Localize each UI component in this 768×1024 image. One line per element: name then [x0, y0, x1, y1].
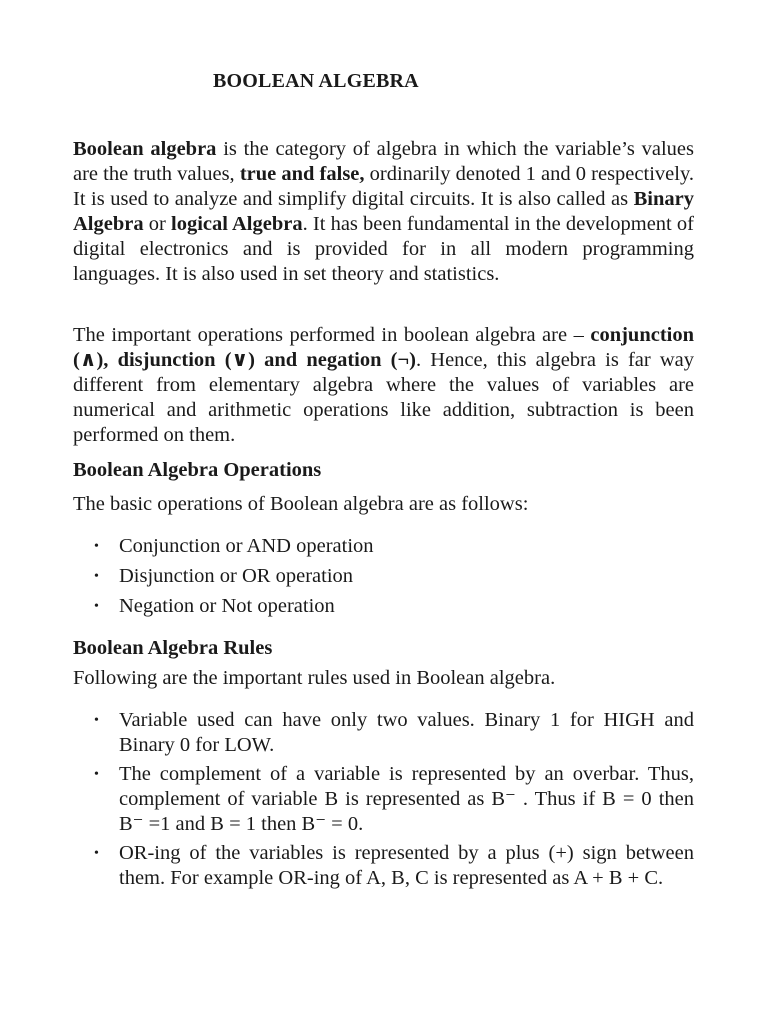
list-item-text: Variable used can have only two values. Binary 1 for HIGH and Binary 0 for LOW. — [119, 709, 694, 756]
bullet-icon: • — [94, 713, 99, 728]
bullet-icon: • — [94, 599, 99, 614]
operations-paragraph — [73, 323, 694, 448]
text-span: The important operations performed in boolean algebra are – — [73, 324, 591, 346]
list-item — [73, 708, 694, 758]
operations-intro: The basic operations of Boolean algebra are as follows: — [73, 493, 529, 515]
term-operations: conjunction (∧), disjunction (∨) and negation (¬) — [73, 324, 694, 371]
text-span: ordinarily denoted 1 and 0 respectively. It is used to analyze and simplify digital circuits. It is also called as — [73, 163, 694, 210]
text-span: is the category of algebra in which the variable’s values are the truth values, — [73, 138, 694, 185]
rules-intro: Following are the important rules used in Boolean algebra. — [73, 667, 556, 689]
bullet-icon: • — [94, 569, 99, 584]
list-item-text: Conjunction or AND operation — [119, 535, 374, 557]
section-heading-rules: Boolean Algebra Rules — [73, 637, 273, 659]
bullet-icon: • — [94, 539, 99, 554]
list-item-text: Disjunction or OR operation — [119, 565, 354, 587]
list-item — [73, 762, 694, 837]
term-true-false: true and false, — [239, 163, 365, 185]
term-binary-algebra: Binary Algebra — [73, 188, 694, 235]
list-item — [73, 841, 694, 891]
operations-list — [73, 534, 694, 624]
list-item-text: The complement of a variable is represented by an overbar. Thus, complement of variable B is represented as B⁻ . Thus if B = 0 then B⁻ =1 and B = 1 then B⁻ = 0. — [119, 763, 694, 835]
text-span: or — [143, 213, 172, 235]
text-span: . It has been fundamental in the development of digital electronics and is provided for in all modern programming languages. It is also used in set theory and statistics. — [73, 213, 694, 285]
list-item — [73, 594, 694, 619]
text-span: . Hence, this algebra is far way different from elementary algebra where the values of variables are numerical and arithmetic operations like addition, subtraction is been performed on them. — [73, 349, 694, 446]
list-item — [73, 564, 694, 589]
list-item — [73, 534, 694, 559]
page-title: BOOLEAN ALGEBRA — [213, 70, 419, 92]
term-boolean-algebra: Boolean algebra — [73, 138, 217, 160]
section-heading-operations: Boolean Algebra Operations — [73, 459, 322, 481]
intro-paragraph — [73, 137, 694, 287]
bullet-icon: • — [94, 767, 99, 782]
list-item-text: OR-ing of the variables is represented by a plus (+) sign between them. For example OR-ing of A, B, C is represented as A + B + C. — [119, 842, 694, 889]
rules-list — [73, 708, 694, 895]
list-item-text: Negation or Not operation — [119, 595, 335, 617]
term-logical-algebra: logical Algebra — [171, 213, 303, 235]
bullet-icon: • — [94, 846, 99, 861]
